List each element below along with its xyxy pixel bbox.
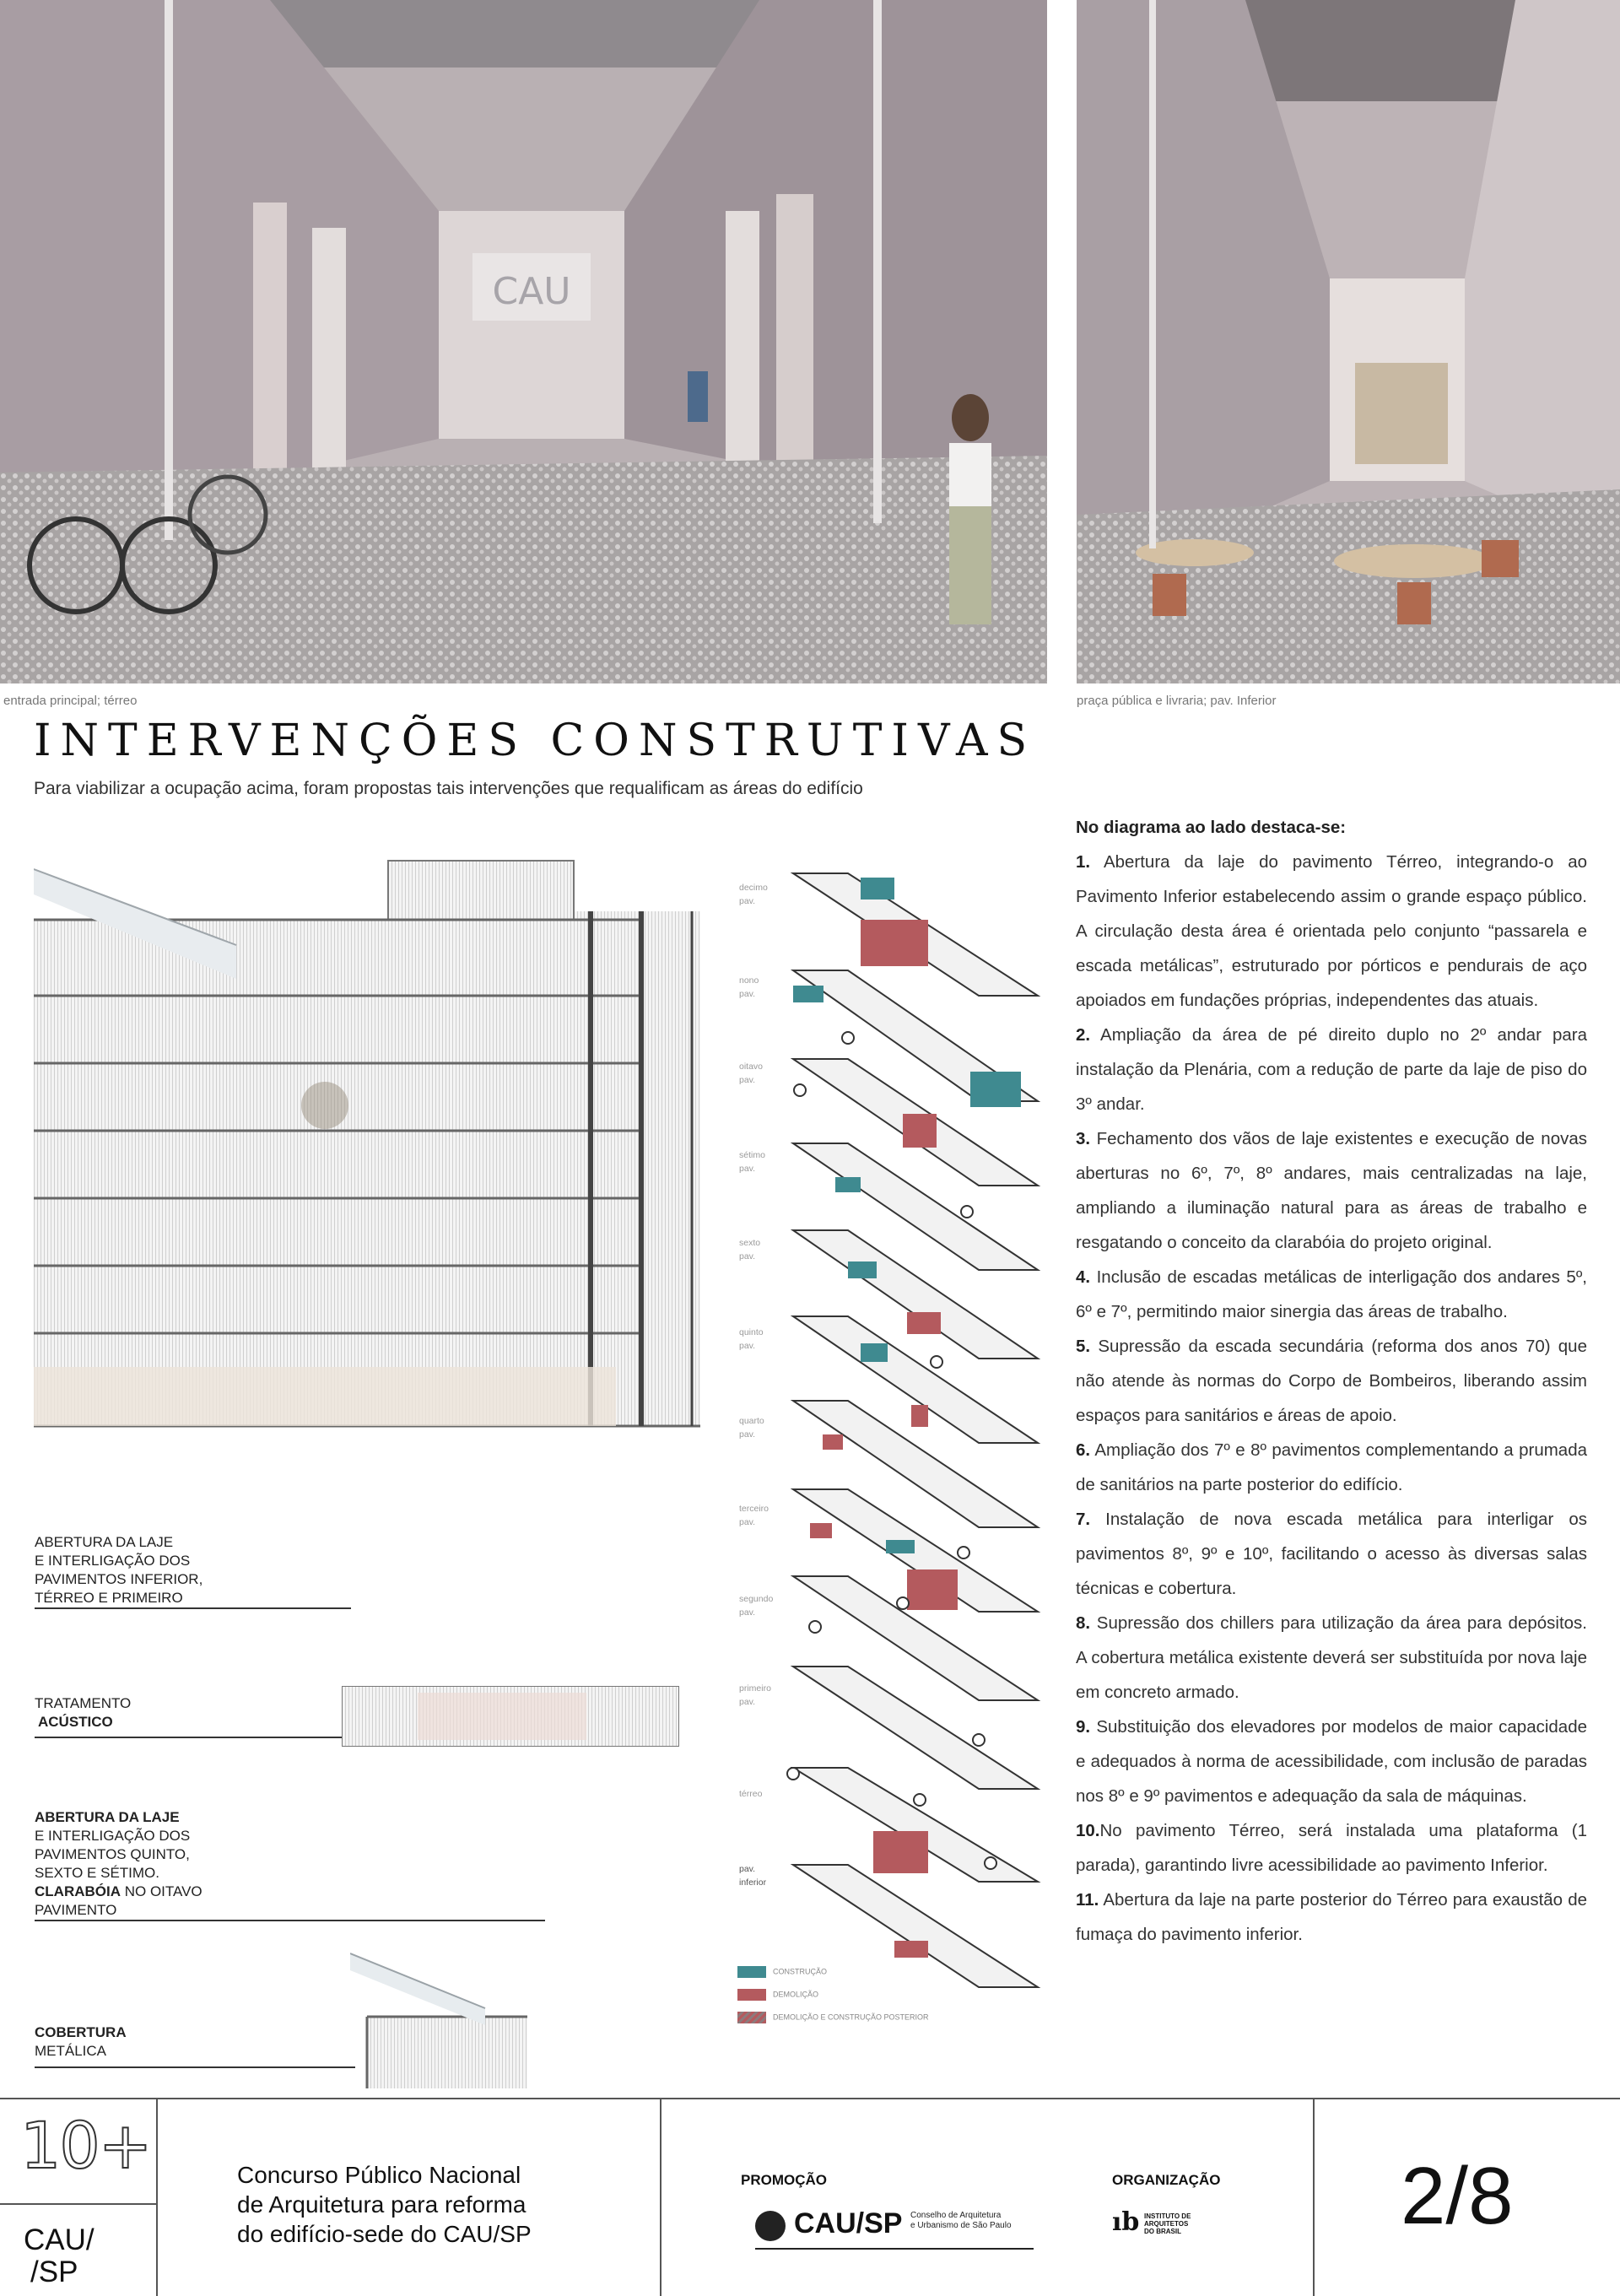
- render-entrance: [0, 0, 1047, 683]
- floor-label-4: quarto pav.: [739, 1416, 764, 1440]
- divider: [1313, 2099, 1315, 2296]
- diagram-heading: No diagrama ao lado destaca-se:: [1076, 818, 1347, 837]
- axonometric-floor-stack: [734, 861, 1055, 2025]
- organization-label: ORGANIZAÇÃO: [1112, 2172, 1221, 2188]
- diagram-item: 6. Ampliação dos 7º e 8º pavimentos complementando a prumada de sanitários na parte posterior do edifício.: [1076, 1440, 1587, 1494]
- label-acoustic-treatment: TRATAMENTO ACÚSTICO: [35, 1695, 132, 1730]
- footer: [0, 2098, 1620, 2296]
- diagram-item: 9. Substituição dos elevadores por modelos de maior capacidade e adequados à norma de acessibilidade, com inclusão de paradas nos 8º e 9º pavimentos e adequação da sala de máquinas.: [1076, 1717, 1587, 1806]
- floor-label-1: primeiro pav.: [739, 1683, 771, 1707]
- divider: [35, 1607, 351, 1609]
- contest-title: Concurso Público Nacional de Arquitetura para reforma do edifício-sede do CAU/SP: [237, 2162, 532, 2247]
- diagram-item: 11. Abertura da laje na parte posterior do Térreo para exaustão de fumaça do pavimento inferior.: [1076, 1890, 1587, 1944]
- diagram-item: 10.No pavimento Térreo, será instalada uma plataforma (1 parada), garantindo livre acessibilidade ao pavimento Inferior.: [1076, 1821, 1587, 1875]
- diagram-item: 3. Fechamento dos vãos de laje existentes e execução de novas aberturas no 6º, 7º, 8º andares, mais centralizadas na laje, ampliando a iluminação natural para as áreas de trabalho e resgatando o conceito da clarabóia do projeto original.: [1076, 1129, 1587, 1252]
- promotion-label: PROMOÇÃO: [741, 2172, 827, 2188]
- legend-swatch-demolition: [737, 1989, 766, 2001]
- building-section-drawing: [34, 844, 709, 1434]
- divider: [660, 2099, 662, 2296]
- divider: [755, 2248, 1034, 2250]
- legend-construction: CONSTRUÇÃO: [737, 1966, 827, 1978]
- divider: [35, 1737, 342, 1738]
- diagram-item: 5. Supressão da escada secundária (reforma dos anos 70) que não atende às normas do Corpo de Bombeiros, liberando assim espaços para sanitários e áreas de apoio.: [1076, 1337, 1587, 1425]
- cau-sp-logo: CAU/SP Conselho de Arquitetura e Urbanismo de São Paulo: [755, 2206, 1034, 2251]
- floor-label-10: decimo pav.: [739, 883, 768, 906]
- legend-demolition: DEMOLIÇÃO: [737, 1989, 818, 2001]
- acoustic-panel-drawing: [342, 1686, 679, 1747]
- page-title: INTERVENÇÕES CONSTRUTIVAS: [34, 716, 1037, 766]
- render-right-caption: praça pública e livraria; pav. Inferior: [1077, 694, 1277, 708]
- divider: [156, 2099, 158, 2296]
- render-public-square: [1077, 0, 1620, 683]
- legend-swatch-demolition-later: [737, 2012, 766, 2023]
- floor-label-7: sétimo pav.: [739, 1150, 765, 1174]
- diagram-description: [1076, 810, 1587, 1952]
- floor-label-ground: térreo: [739, 1789, 763, 1799]
- diagram-item: 8. Supressão dos chillers para utilização da área para depósitos. A cobertura metálica existente deverá ser substituída por nova laje em concreto armado.: [1076, 1613, 1587, 1702]
- divider: [0, 2203, 156, 2205]
- floor-label-6: sexto pav.: [739, 1238, 761, 1261]
- legend-swatch-construction: [737, 1966, 766, 1978]
- label-slab-opening-upper: ABERTURA DA LAJE E INTERLIGAÇÃO DOS PAVIMENTOS QUINTO, SEXTO E SÉTIMO. CLARABÓIA NO OITAVO PAVIMENTO: [35, 1809, 202, 1918]
- page-subtitle: Para viabilizar a ocupação acima, foram propostas tais intervenções que requalificam as áreas do edifício: [34, 779, 863, 798]
- seal-icon: [755, 2211, 786, 2241]
- logo-10-plus: 10+: [20, 2108, 151, 2183]
- page-number: 2/8: [1401, 2151, 1514, 2241]
- cau-sign: CAU: [492, 270, 571, 313]
- floor-label-3: terceiro pav.: [739, 1504, 770, 1527]
- logo-cau-sp: CAU/ /SP: [24, 2223, 94, 2288]
- metal-roof-drawing: [350, 1949, 536, 2093]
- diagram-item: 1. Abertura da laje do pavimento Térreo, integrando-o ao Pavimento Inferior estabelecendo assim o grande espaço público. A circulação desta área é orientada pelo conjunto “passarela e escada metálicas”, estruturado por pórticos e pendurais de aço apoiados em fundações próprias, independentes das atuais.: [1076, 852, 1587, 1010]
- label-metal-roof: COBERTURA METÁLICA: [35, 2024, 127, 2059]
- label-slab-opening-lower: ABERTURA DA LAJE E INTERLIGAÇÃO DOS PAVIMENTOS INFERIOR, TÉRREO E PRIMEIRO: [35, 1534, 203, 1606]
- diagram-item: 4. Inclusão de escadas metálicas de interligação dos andares 5º, 6º e 7º, permitindo maior sinergia das áreas de trabalho.: [1076, 1267, 1587, 1321]
- floor-label-8: oitavo pav.: [739, 1062, 764, 1085]
- floor-label-lower: pav. inferior: [739, 1864, 767, 1888]
- render-left-caption: entrada principal; térreo: [3, 694, 138, 708]
- diagram-item: 7. Instalação de nova escada metálica para interligar os pavimentos 8º, 9º e 10º, facilitando o acesso às diversas salas técnicas e cobertura.: [1076, 1510, 1587, 1598]
- legend-demolition-later: DEMOLIÇÃO E CONSTRUÇÃO POSTERIOR: [737, 2012, 929, 2023]
- divider: [35, 2066, 355, 2068]
- floor-label-5: quinto pav.: [739, 1327, 764, 1351]
- floor-label-9: nono pav.: [739, 975, 759, 999]
- floor-label-2: segundo pav.: [739, 1594, 774, 1618]
- divider: [35, 1920, 545, 1921]
- diagram-item: 2. Ampliação da área de pé direito duplo no 2º andar para instalação da Plenária, com a redução de parte da laje de piso do 3º andar.: [1076, 1025, 1587, 1114]
- iab-mark-icon: ıb: [1112, 2207, 1140, 2237]
- iab-logo: ıb INSTITUTO DE ARQUITETOS DO BRASIL: [1112, 2207, 1191, 2237]
